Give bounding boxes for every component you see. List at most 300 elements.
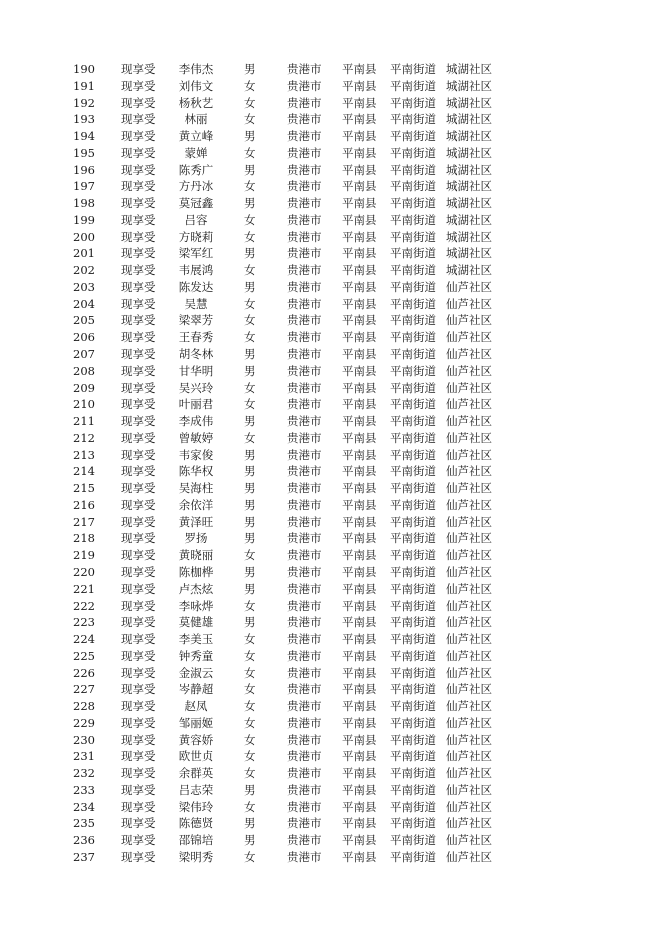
name-cell: 黄立峰 xyxy=(178,129,214,144)
gender-cell: 男 xyxy=(244,816,256,831)
row-number: 194 xyxy=(73,129,95,144)
community-cell: 城湖社区 xyxy=(446,62,492,76)
status-cell: 现享受 xyxy=(121,162,156,177)
table-row xyxy=(0,463,662,480)
community-cell: 城湖社区 xyxy=(446,162,492,177)
community-cell: 城湖社区 xyxy=(446,145,492,160)
status-cell: 现享受 xyxy=(121,464,156,479)
gender-cell: 女 xyxy=(244,598,256,613)
street-cell: 平南街道 xyxy=(390,799,436,814)
city-cell: 贵港市 xyxy=(287,78,322,93)
table-row xyxy=(0,296,662,313)
county-cell: 平南县 xyxy=(342,615,377,630)
status-cell: 现享受 xyxy=(121,129,156,144)
name-cell: 李美玉 xyxy=(178,632,214,647)
city-cell: 贵港市 xyxy=(287,179,322,194)
community-cell: 仙芦社区 xyxy=(446,397,492,412)
table-row xyxy=(0,648,662,665)
name-cell: 蒙婵 xyxy=(184,145,208,160)
status-cell: 现享受 xyxy=(121,112,156,127)
name-cell: 李成伟 xyxy=(178,414,214,429)
street-cell: 平南街道 xyxy=(390,279,436,294)
status-cell: 现享受 xyxy=(121,313,156,328)
gender-cell: 女 xyxy=(244,682,256,697)
gender-cell: 女 xyxy=(244,212,256,227)
row-number: 207 xyxy=(73,347,95,362)
city-cell: 贵港市 xyxy=(287,212,322,227)
gender-cell: 男 xyxy=(244,129,256,144)
gender-cell: 男 xyxy=(244,782,256,797)
name-cell: 赵凤 xyxy=(184,699,208,714)
gender-cell: 女 xyxy=(244,632,256,647)
street-cell: 平南街道 xyxy=(390,95,436,110)
row-number: 199 xyxy=(73,212,95,227)
county-cell: 平南县 xyxy=(342,464,377,479)
gender-cell: 女 xyxy=(244,430,256,445)
street-cell: 平南街道 xyxy=(390,749,436,764)
community-cell: 仙芦社区 xyxy=(446,514,492,529)
status-cell: 现享受 xyxy=(121,849,156,864)
street-cell: 平南街道 xyxy=(390,497,436,512)
city-cell: 贵港市 xyxy=(287,497,322,512)
county-cell: 平南县 xyxy=(342,598,377,613)
status-cell: 现享受 xyxy=(121,263,156,278)
row-number: 196 xyxy=(73,162,95,177)
gender-cell: 男 xyxy=(244,464,256,479)
status-cell: 现享受 xyxy=(121,196,156,211)
status-cell: 现享受 xyxy=(121,766,156,781)
street-cell: 平南街道 xyxy=(390,564,436,579)
city-cell: 贵港市 xyxy=(287,598,322,613)
gender-cell: 男 xyxy=(244,531,256,546)
street-cell: 平南街道 xyxy=(390,581,436,596)
county-cell: 平南县 xyxy=(342,732,377,747)
county-cell: 平南县 xyxy=(342,581,377,596)
name-cell: 曾敏婷 xyxy=(178,430,214,445)
county-cell: 平南县 xyxy=(342,212,377,227)
table-row xyxy=(0,312,662,329)
street-cell: 平南街道 xyxy=(390,363,436,378)
street-cell: 平南街道 xyxy=(390,78,436,93)
street-cell: 平南街道 xyxy=(390,514,436,529)
gender-cell: 女 xyxy=(244,732,256,747)
county-cell: 平南县 xyxy=(342,363,377,378)
row-number: 232 xyxy=(73,766,95,781)
row-number: 226 xyxy=(73,665,95,680)
row-number: 209 xyxy=(73,380,95,395)
table-row xyxy=(0,581,662,598)
city-cell: 贵港市 xyxy=(287,766,322,781)
name-cell: 刘伟文 xyxy=(178,78,214,93)
street-cell: 平南街道 xyxy=(390,162,436,177)
street-cell: 平南街道 xyxy=(390,380,436,395)
status-cell: 现享受 xyxy=(121,363,156,378)
table-row xyxy=(0,430,662,447)
county-cell: 平南县 xyxy=(342,514,377,529)
name-cell: 甘华明 xyxy=(178,363,214,378)
community-cell: 仙芦社区 xyxy=(446,347,492,362)
name-cell: 罗扬 xyxy=(184,531,208,546)
city-cell: 贵港市 xyxy=(287,162,322,177)
county-cell: 平南县 xyxy=(342,632,377,647)
community-cell: 仙芦社区 xyxy=(446,531,492,546)
community-cell: 仙芦社区 xyxy=(446,548,492,563)
roster-table xyxy=(0,61,662,866)
row-number: 224 xyxy=(73,632,95,647)
name-cell: 吴兴玲 xyxy=(178,380,214,395)
city-cell: 贵港市 xyxy=(287,732,322,747)
row-number: 191 xyxy=(73,78,95,93)
table-row xyxy=(0,598,662,615)
community-cell: 城湖社区 xyxy=(446,212,492,227)
name-cell: 余依洋 xyxy=(178,497,214,512)
community-cell: 仙芦社区 xyxy=(446,363,492,378)
name-cell: 梁明秀 xyxy=(178,849,214,864)
community-cell: 仙芦社区 xyxy=(446,732,492,747)
street-cell: 平南街道 xyxy=(390,464,436,479)
gender-cell: 女 xyxy=(244,648,256,663)
gender-cell: 女 xyxy=(244,799,256,814)
name-cell: 杨秋艺 xyxy=(178,95,214,110)
name-cell: 韦展鸿 xyxy=(178,263,214,278)
table-row xyxy=(0,413,662,430)
street-cell: 平南街道 xyxy=(390,179,436,194)
row-number: 217 xyxy=(73,514,95,529)
row-number: 198 xyxy=(73,196,95,211)
row-number: 236 xyxy=(73,833,95,848)
name-cell: 王春秀 xyxy=(178,330,214,345)
table-row xyxy=(0,279,662,296)
table-row xyxy=(0,162,662,179)
county-cell: 平南县 xyxy=(342,279,377,294)
county-cell: 平南县 xyxy=(342,162,377,177)
status-cell: 现享受 xyxy=(121,598,156,613)
table-row xyxy=(0,480,662,497)
row-number: 204 xyxy=(73,296,95,311)
status-cell: 现享受 xyxy=(121,632,156,647)
street-cell: 平南街道 xyxy=(390,246,436,261)
community-cell: 仙芦社区 xyxy=(446,749,492,764)
community-cell: 仙芦社区 xyxy=(446,296,492,311)
gender-cell: 女 xyxy=(244,95,256,110)
street-cell: 平南街道 xyxy=(390,347,436,362)
gender-cell: 女 xyxy=(244,665,256,680)
city-cell: 贵港市 xyxy=(287,279,322,294)
status-cell: 现享受 xyxy=(121,799,156,814)
city-cell: 贵港市 xyxy=(287,145,322,160)
city-cell: 贵港市 xyxy=(287,548,322,563)
name-cell: 吕志荣 xyxy=(178,782,214,797)
row-number: 208 xyxy=(73,363,95,378)
gender-cell: 男 xyxy=(244,414,256,429)
status-cell: 现享受 xyxy=(121,715,156,730)
name-cell: 梁翠芳 xyxy=(178,313,214,328)
gender-cell: 女 xyxy=(244,296,256,311)
county-cell: 平南县 xyxy=(342,145,377,160)
county-cell: 平南县 xyxy=(342,548,377,563)
community-cell: 仙芦社区 xyxy=(446,330,492,345)
county-cell: 平南县 xyxy=(342,330,377,345)
name-cell: 林丽 xyxy=(184,112,208,127)
table-row xyxy=(0,212,662,229)
community-cell: 城湖社区 xyxy=(446,246,492,261)
county-cell: 平南县 xyxy=(342,397,377,412)
street-cell: 平南街道 xyxy=(390,816,436,831)
county-cell: 平南县 xyxy=(342,648,377,663)
community-cell: 仙芦社区 xyxy=(446,849,492,864)
row-number: 193 xyxy=(73,112,95,127)
community-cell: 仙芦社区 xyxy=(446,279,492,294)
table-row xyxy=(0,564,662,581)
status-cell: 现享受 xyxy=(121,699,156,714)
table-row xyxy=(0,681,662,698)
status-cell: 现享受 xyxy=(121,514,156,529)
name-cell: 叶丽君 xyxy=(178,397,214,412)
street-cell: 平南街道 xyxy=(390,632,436,647)
status-cell: 现享受 xyxy=(121,212,156,227)
row-number: 229 xyxy=(73,715,95,730)
status-cell: 现享受 xyxy=(121,833,156,848)
street-cell: 平南街道 xyxy=(390,229,436,244)
table-row xyxy=(0,262,662,279)
city-cell: 贵港市 xyxy=(287,514,322,529)
county-cell: 平南县 xyxy=(342,78,377,93)
name-cell: 黄晓丽 xyxy=(178,548,214,563)
name-cell: 黄容娇 xyxy=(178,732,214,747)
table-row xyxy=(0,128,662,145)
county-cell: 平南县 xyxy=(342,347,377,362)
row-number: 203 xyxy=(73,279,95,294)
name-cell: 余群英 xyxy=(178,766,214,781)
table-row xyxy=(0,363,662,380)
row-number: 219 xyxy=(73,548,95,563)
name-cell: 吴慧 xyxy=(184,296,208,311)
table-row xyxy=(0,832,662,849)
community-cell: 仙芦社区 xyxy=(446,665,492,680)
status-cell: 现享受 xyxy=(121,682,156,697)
gender-cell: 男 xyxy=(244,162,256,177)
county-cell: 平南县 xyxy=(342,62,377,76)
street-cell: 平南街道 xyxy=(390,196,436,211)
community-cell: 城湖社区 xyxy=(446,196,492,211)
gender-cell: 女 xyxy=(244,313,256,328)
row-number: 230 xyxy=(73,732,95,747)
table-row xyxy=(0,61,662,78)
name-cell: 吕容 xyxy=(184,212,208,227)
street-cell: 平南街道 xyxy=(390,833,436,848)
city-cell: 贵港市 xyxy=(287,749,322,764)
row-number: 223 xyxy=(73,615,95,630)
row-number: 195 xyxy=(73,145,95,160)
county-cell: 平南县 xyxy=(342,799,377,814)
county-cell: 平南县 xyxy=(342,849,377,864)
community-cell: 仙芦社区 xyxy=(446,816,492,831)
gender-cell: 女 xyxy=(244,263,256,278)
row-number: 222 xyxy=(73,598,95,613)
status-cell: 现享受 xyxy=(121,296,156,311)
row-number: 212 xyxy=(73,430,95,445)
status-cell: 现享受 xyxy=(121,78,156,93)
community-cell: 仙芦社区 xyxy=(446,682,492,697)
row-number: 206 xyxy=(73,330,95,345)
status-cell: 现享受 xyxy=(121,665,156,680)
status-cell: 现享受 xyxy=(121,62,156,76)
community-cell: 仙芦社区 xyxy=(446,699,492,714)
gender-cell: 男 xyxy=(244,497,256,512)
name-cell: 钟秀童 xyxy=(178,648,214,663)
community-cell: 仙芦社区 xyxy=(446,715,492,730)
table-row xyxy=(0,111,662,128)
table-row xyxy=(0,514,662,531)
table-row xyxy=(0,195,662,212)
row-number: 205 xyxy=(73,313,95,328)
table-row xyxy=(0,732,662,749)
table-row xyxy=(0,698,662,715)
row-number: 221 xyxy=(73,581,95,596)
street-cell: 平南街道 xyxy=(390,296,436,311)
city-cell: 贵港市 xyxy=(287,62,322,76)
community-cell: 城湖社区 xyxy=(446,95,492,110)
community-cell: 城湖社区 xyxy=(446,179,492,194)
community-cell: 仙芦社区 xyxy=(446,598,492,613)
city-cell: 贵港市 xyxy=(287,263,322,278)
table-row xyxy=(0,346,662,363)
status-cell: 现享受 xyxy=(121,497,156,512)
street-cell: 平南街道 xyxy=(390,648,436,663)
city-cell: 贵港市 xyxy=(287,799,322,814)
name-cell: 陈枷桦 xyxy=(178,564,214,579)
table-row xyxy=(0,530,662,547)
community-cell: 仙芦社区 xyxy=(446,447,492,462)
county-cell: 平南县 xyxy=(342,263,377,278)
row-number: 218 xyxy=(73,531,95,546)
status-cell: 现享受 xyxy=(121,816,156,831)
name-cell: 李伟杰 xyxy=(178,62,214,76)
name-cell: 陈秀广 xyxy=(178,162,214,177)
name-cell: 方晓莉 xyxy=(178,229,214,244)
county-cell: 平南县 xyxy=(342,749,377,764)
status-cell: 现享受 xyxy=(121,648,156,663)
county-cell: 平南县 xyxy=(342,782,377,797)
table-row xyxy=(0,547,662,564)
gender-cell: 男 xyxy=(244,481,256,496)
street-cell: 平南街道 xyxy=(390,212,436,227)
gender-cell: 女 xyxy=(244,229,256,244)
row-number: 227 xyxy=(73,682,95,697)
street-cell: 平南街道 xyxy=(390,699,436,714)
city-cell: 贵港市 xyxy=(287,313,322,328)
city-cell: 贵港市 xyxy=(287,581,322,596)
name-cell: 莫冠鑫 xyxy=(178,196,214,211)
row-number: 215 xyxy=(73,481,95,496)
street-cell: 平南街道 xyxy=(390,531,436,546)
status-cell: 现享受 xyxy=(121,581,156,596)
city-cell: 贵港市 xyxy=(287,129,322,144)
county-cell: 平南县 xyxy=(342,564,377,579)
status-cell: 现享受 xyxy=(121,347,156,362)
gender-cell: 女 xyxy=(244,380,256,395)
city-cell: 贵港市 xyxy=(287,833,322,848)
city-cell: 贵港市 xyxy=(287,330,322,345)
name-cell: 邹丽姬 xyxy=(178,715,214,730)
row-number: 233 xyxy=(73,782,95,797)
city-cell: 贵港市 xyxy=(287,615,322,630)
table-row xyxy=(0,815,662,832)
gender-cell: 男 xyxy=(244,833,256,848)
table-row xyxy=(0,748,662,765)
county-cell: 平南县 xyxy=(342,430,377,445)
table-row xyxy=(0,765,662,782)
table-row xyxy=(0,380,662,397)
city-cell: 贵港市 xyxy=(287,699,322,714)
community-cell: 仙芦社区 xyxy=(446,632,492,647)
community-cell: 仙芦社区 xyxy=(446,481,492,496)
status-cell: 现享受 xyxy=(121,246,156,261)
table-row xyxy=(0,245,662,262)
county-cell: 平南县 xyxy=(342,682,377,697)
street-cell: 平南街道 xyxy=(390,732,436,747)
row-number: 211 xyxy=(73,414,95,429)
city-cell: 贵港市 xyxy=(287,196,322,211)
gender-cell: 女 xyxy=(244,145,256,160)
county-cell: 平南县 xyxy=(342,816,377,831)
row-number: 201 xyxy=(73,246,95,261)
county-cell: 平南县 xyxy=(342,112,377,127)
row-number: 234 xyxy=(73,799,95,814)
status-cell: 现享受 xyxy=(121,732,156,747)
community-cell: 仙芦社区 xyxy=(446,497,492,512)
county-cell: 平南县 xyxy=(342,414,377,429)
table-row xyxy=(0,178,662,195)
city-cell: 贵港市 xyxy=(287,632,322,647)
status-cell: 现享受 xyxy=(121,145,156,160)
gender-cell: 男 xyxy=(244,564,256,579)
county-cell: 平南县 xyxy=(342,129,377,144)
status-cell: 现享受 xyxy=(121,481,156,496)
gender-cell: 男 xyxy=(244,279,256,294)
row-number: 197 xyxy=(73,179,95,194)
row-number: 200 xyxy=(73,229,95,244)
street-cell: 平南街道 xyxy=(390,112,436,127)
gender-cell: 女 xyxy=(244,112,256,127)
gender-cell: 男 xyxy=(244,514,256,529)
city-cell: 贵港市 xyxy=(287,648,322,663)
street-cell: 平南街道 xyxy=(390,715,436,730)
city-cell: 贵港市 xyxy=(287,715,322,730)
name-cell: 岑静超 xyxy=(178,682,214,697)
status-cell: 现享受 xyxy=(121,397,156,412)
name-cell: 吴海柱 xyxy=(178,481,214,496)
county-cell: 平南县 xyxy=(342,715,377,730)
county-cell: 平南县 xyxy=(342,497,377,512)
community-cell: 仙芦社区 xyxy=(446,430,492,445)
community-cell: 仙芦社区 xyxy=(446,380,492,395)
city-cell: 贵港市 xyxy=(287,229,322,244)
row-number: 220 xyxy=(73,564,95,579)
table-row xyxy=(0,715,662,732)
name-cell: 胡冬林 xyxy=(178,347,214,362)
street-cell: 平南街道 xyxy=(390,665,436,680)
gender-cell: 男 xyxy=(244,246,256,261)
table-row xyxy=(0,229,662,246)
community-cell: 仙芦社区 xyxy=(446,833,492,848)
name-cell: 方丹冰 xyxy=(178,179,214,194)
community-cell: 城湖社区 xyxy=(446,112,492,127)
gender-cell: 男 xyxy=(244,447,256,462)
name-cell: 邵锦培 xyxy=(178,833,214,848)
gender-cell: 男 xyxy=(244,62,256,76)
community-cell: 仙芦社区 xyxy=(446,766,492,781)
